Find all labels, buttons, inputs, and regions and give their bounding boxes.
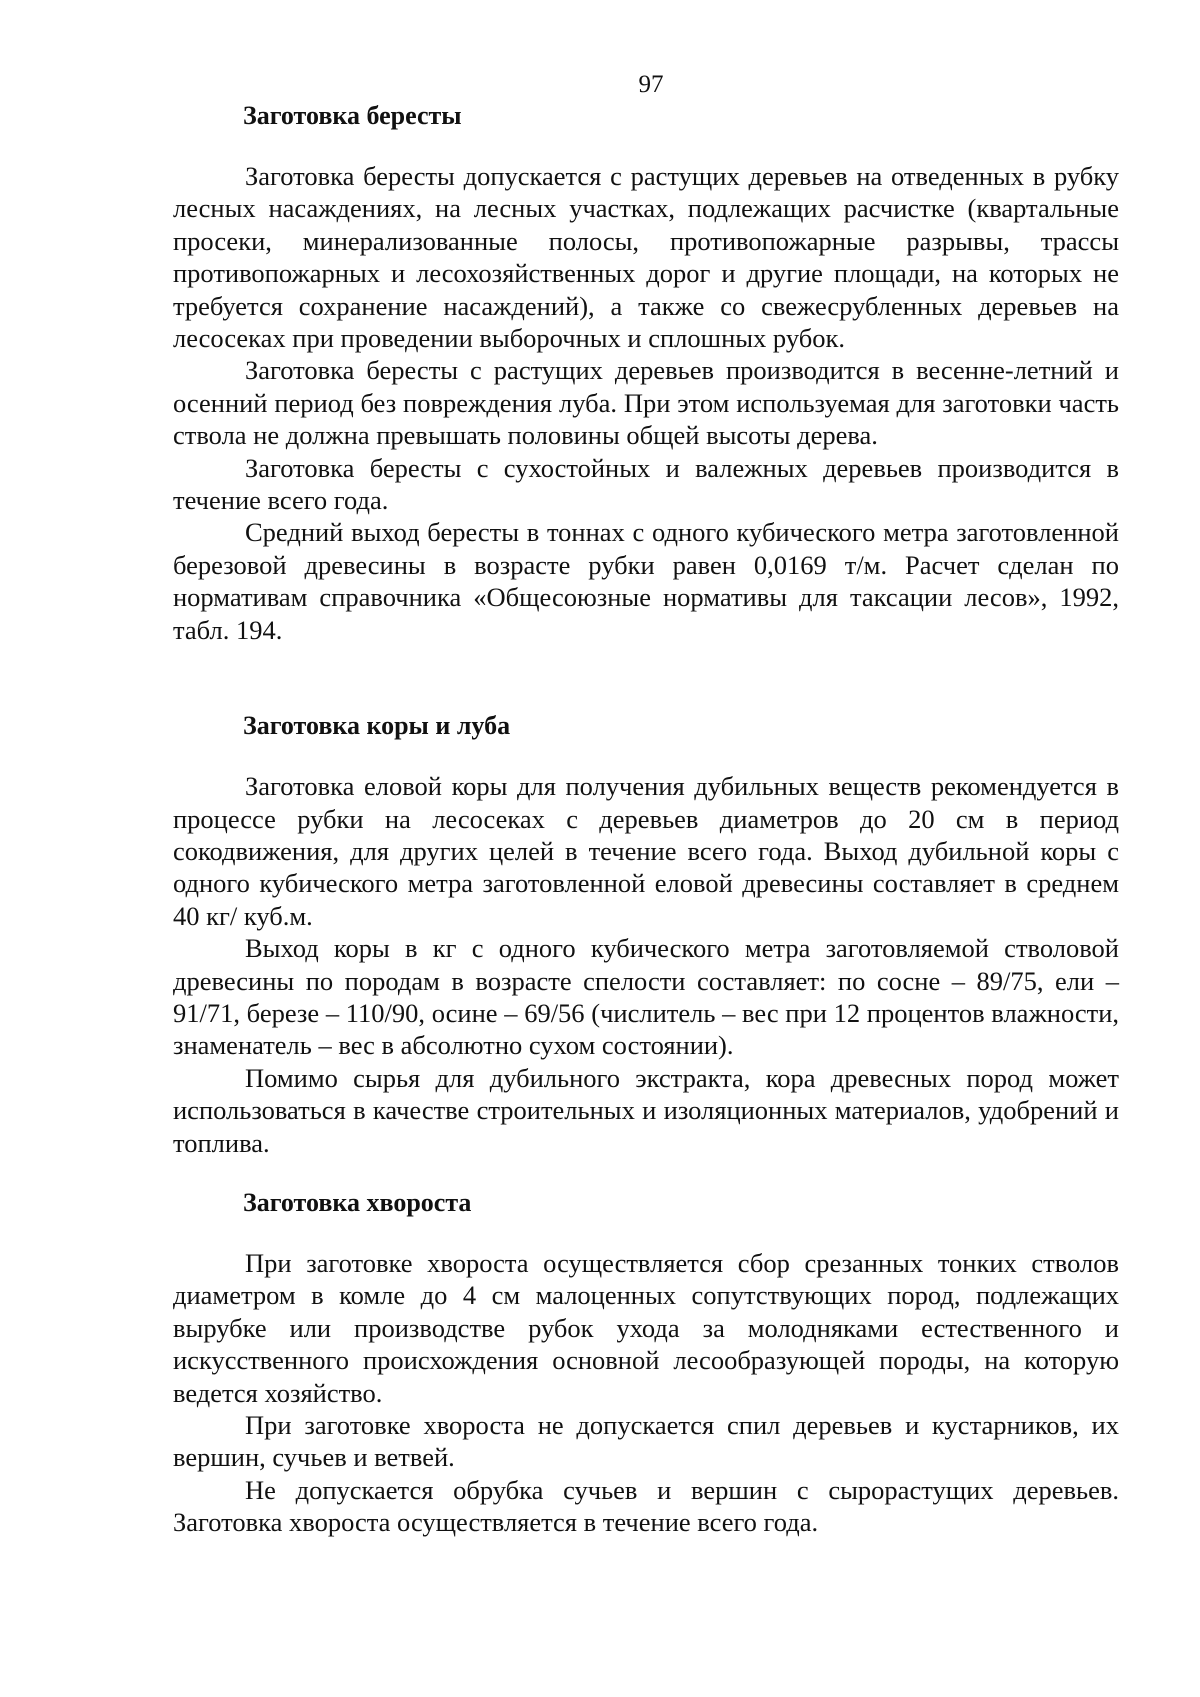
paragraph: При заготовке хвороста осуществляется сбор срезанных тонких стволов диаметром в комле до 4 см малоценных сопутствующих пород, подлежащих вырубке или производстве рубок ухода за молодняками естественного и искусственного происхождения основной лесообразующей породы, на которую ведется хозяйство.: [173, 1247, 1119, 1408]
section-heading: Заготовка бересты: [243, 101, 462, 130]
page-number: 97: [638, 71, 664, 98]
paragraph: Заготовка бересты с растущих деревьев производится в весенне-летний и осенний период без повреждения луба. При этом используемая для заготовки часть ствола не должна превышать половины общей высоты дерева.: [173, 355, 1119, 451]
section-brushwood: [173, 1187, 1119, 1539]
paragraph: Помимо сырья для дубильного экстракта, кора древесных пород может использоваться в качестве строительных и изоляционных материалов, удобрений и топлива.: [173, 1062, 1119, 1158]
paragraph: Не допускается обрубка сучьев и вершин с сырорастущих деревьев. Заготовка хвороста осуществляется в течение всего года.: [173, 1474, 1119, 1538]
paragraph: При заготовке хвороста не допускается спил деревьев и кустарников, их вершин, сучьев и ветвей.: [173, 1410, 1119, 1473]
section-heading: Заготовка коры и луба: [243, 711, 511, 741]
paragraph: Выход коры в кг с одного кубического метра заготовляемой стволовой древесины по породам в возрасте спелости составляет: по сосне – 89/75, ели – 91/71, березе – 110/90, осине – 69/56 (числитель – вес при 12 процентов влажности, знаменатель – вес в абсолютно сухом состоянии).: [173, 933, 1119, 1061]
paragraph: Заготовка бересты с сухостойных и валежных деревьев производится в течение всего года.: [173, 452, 1119, 516]
paragraph: Заготовка еловой коры для получения дубильных веществ рекомендуется в процессе рубки на лесосеках с деревьев диаметров до 20 см в период сокодвижения, для других целей в течение всего года. Выход дубильной коры с одного кубического метра заготовленной еловой древесины составляет в среднем 40 кг/ куб.м.: [173, 771, 1119, 931]
section-bark-birch: [173, 100, 1119, 646]
section-heading: Заготовка хвороста: [243, 1187, 472, 1217]
document-page: [173, 70, 1119, 1539]
paragraph: Заготовка бересты допускается с растущих деревьев на отведенных в рубку лесных насаждениях, на лесных участках, подлежащих расчистке (квартальные просеки, минерализованные полосы, противопожарные разрывы, трассы противопожарных и лесохозяйственных дорог и другие площади, на которых не требуется сохранение насаждений), а также со свежесрубленных деревьев на лесосеках при проведении выборочных и сплошных рубок.: [173, 161, 1119, 354]
paragraph: Средний выход бересты в тоннах с одного кубического метра заготовленной березовой древесины в возрасте рубки равен 0,0169 т/м. Расчет сделан по нормативам справочника «Общесоюзные нормативы для таксации лесов», 1992, табл. 194.: [173, 517, 1119, 645]
section-bark-bast: [173, 710, 1119, 1159]
